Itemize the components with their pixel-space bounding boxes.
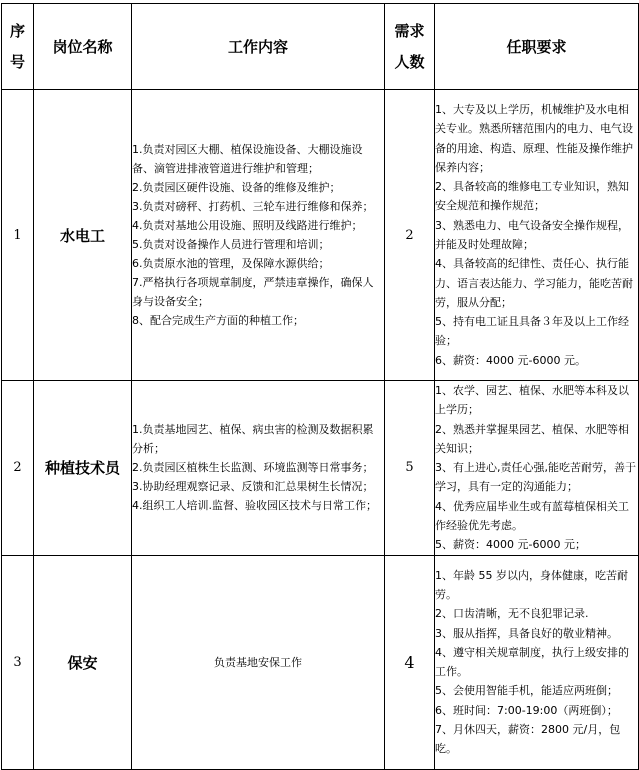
requirement-item: 3、熟悉电力、电气设备安全操作规程，并能及时处理故障；: [435, 218, 629, 251]
duty-item: 4.负责对基地公用设施、照明及线路进行维护；: [132, 219, 363, 232]
row-count: 5: [385, 381, 435, 556]
requirement-item: 4、具备较高的纪律性、责任心、执行能力、语言表达能力、学习能力，能吃苦耐劳，服从分配；: [435, 257, 633, 309]
row-seq: 3: [2, 555, 34, 769]
row-position: 水电工: [34, 90, 132, 381]
requirement-item: 3、有上进心,责任心强,能吃苦耐劳，善于学习，具有一定的沟通能力；: [435, 461, 636, 494]
row-requirements: [435, 381, 639, 556]
table-row: [2, 381, 639, 556]
header-row: [2, 4, 639, 90]
table-row: [2, 555, 639, 769]
requirement-item: 5、持有电工证且具备３年及以上工作经验；: [435, 315, 629, 348]
requirement-item: 3、服从指挥，具备良好的敬业精神。: [435, 626, 618, 640]
header-seq: 序 号: [2, 4, 34, 90]
row-seq: 1: [2, 90, 34, 381]
requirement-item: 6、班时间：7:00-19:00（两班倒）；: [435, 703, 618, 717]
duty-item: 3.协助经理观察记录、反馈和汇总果树生长情况；: [132, 480, 374, 494]
requirement-item: 6、薪资：4000 元-6000 元。: [435, 353, 586, 367]
requirement-item: 2、口齿清晰，无不良犯罪记录.: [435, 607, 589, 621]
duty-item: 负责基地安保工作: [214, 655, 302, 669]
row-requirements: [435, 555, 639, 769]
row-duties: [132, 555, 385, 769]
row-count: 4: [385, 555, 435, 769]
duty-item: 1.负责对园区大棚、植保设施设备、大棚设施设备、滴管进排液管道进行维护和管理；: [132, 143, 363, 175]
row-requirements: [435, 90, 639, 381]
requirement-item: 4、优秀应届毕业生或有蓝莓植保相关工作经验优先考虑。: [435, 499, 629, 533]
duty-item: 8、配合完成生产方面的种植工作；: [132, 314, 304, 327]
row-duties: [132, 90, 385, 381]
row-position: 保安: [34, 555, 132, 769]
header-count: 需求 人数: [385, 4, 435, 90]
duty-item: 5.负责对设备操作人员进行管理和培训；: [132, 238, 330, 251]
row-duties: [132, 381, 385, 556]
requirement-item: 2、熟悉并掌握果园艺、植保、水肥等相关知识；: [435, 422, 629, 455]
row-position: 种植技术员: [34, 381, 132, 556]
requirement-item: 7、月休四天，薪资：2800 元/月，包吃。: [435, 723, 621, 756]
row-seq: 2: [2, 381, 34, 556]
duty-item: 6.负责原水池的管理，及保障水源供给；: [132, 257, 330, 270]
duty-item: 7.严格执行各项规章制度，严禁违章操作，确保人身与设备安全；: [132, 276, 374, 308]
requirement-item: 1、农学、园艺、植保、水肥等本科及以上学历；: [435, 384, 629, 417]
requirement-item: 5、薪资：4000 元-6000 元；: [435, 538, 586, 552]
requirement-item: 5、会使用智能手机，能适应两班倒；: [435, 684, 618, 698]
job-requirements-table: [1, 3, 639, 770]
requirement-item: 4、遵守相关规章制度，执行上级安排的工作。: [435, 645, 629, 679]
requirement-item: 1、大专及以上学历，机械维护及水电相关专业。熟悉所辖范围内的电力、电气设备的用途、构造、原理、性能及操作维护保养内容；: [435, 102, 633, 174]
duty-item: 3.负责对磅秤、打药机、三轮车进行维修和保养；: [132, 200, 374, 213]
row-count: 2: [385, 90, 435, 381]
duty-item: 4.组织工人培训.监督、验收园区技术与日常工作；: [132, 499, 377, 513]
duty-item: 1.负责基地园艺、植保、病虫害的检测及数据积累分析；: [132, 423, 374, 456]
requirement-item: 2、具备较高的维修电工专业知识，熟知安全规范和操作规范；: [435, 180, 629, 213]
requirement-item: 1、年龄 55 岁以内，身体健康，吃苦耐劳。: [435, 568, 628, 601]
duty-item: 2.负责园区硬件设施、设备的维修及维护；: [132, 181, 341, 194]
table-row: [2, 90, 639, 381]
duty-item: 2.负责园区植株生长监测、环境监测等日常事务；: [132, 461, 374, 475]
header-position: 岗位名称: [34, 4, 132, 90]
header-duties: 工作内容: [132, 4, 385, 90]
header-requirements: 任职要求: [435, 4, 639, 90]
